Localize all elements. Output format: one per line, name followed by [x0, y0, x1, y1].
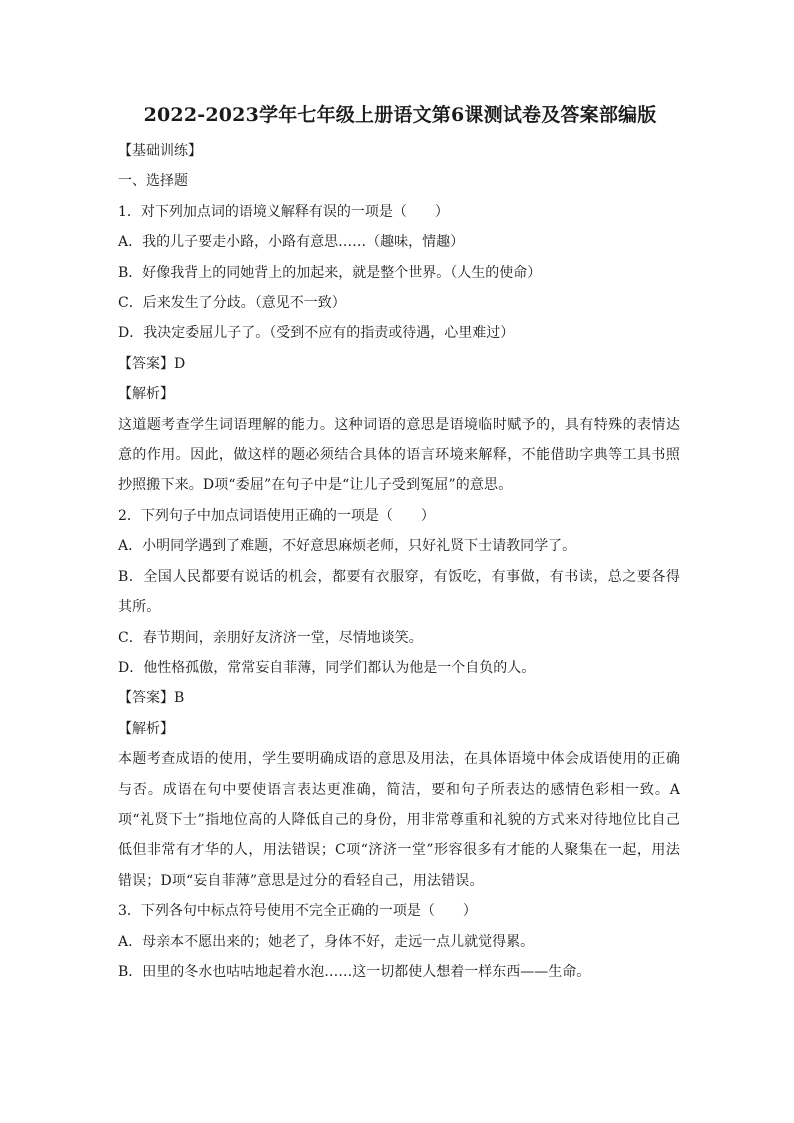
analysis-text: 本题考查成语的使用，学生要明确成语的意思及用法，在具体语境中体会成语使用的正确与否。成语在句中要使语言表达更准确，简洁，要和句子所表达的感情色彩相一致。A项“礼贤下士”指地位高的人降低自己的身份，用非常尊重和礼貌的方式来对待地位比自己低但非常有才华的人，用法错误；C项“济济一堂”形容很多有才能的人聚集在一起，用法错误；D项“妄自菲薄”意思是过分的看轻自己，用法错误。	[118, 751, 680, 889]
option-d: D．我决定委屈儿子了。（受到不应有的指责或待遇，心里难过）	[118, 325, 515, 342]
question-stem: 2．下列句子中加点词语使用正确的一项是（ ）	[118, 507, 435, 524]
option-b: B．好像我背上的同她背上的加起来，就是整个世界。（人生的使命）	[118, 264, 542, 281]
section-header: 【基础训练】	[118, 143, 202, 159]
analysis-text: 这道题考查学生词语理解的能力。这种词语的意思是语境临时赋予的，具有特殊的表情达意的作用。因此，做这样的题必须结合具体的语言环境来解释，不能借助字典等工具书照抄照搬下来。D项“委屈”在句子中是“让儿子受到冤屈”的意思。	[118, 416, 680, 494]
question-3	[118, 896, 680, 987]
option-c: C．后来发生了分歧。（意见不一致）	[118, 295, 346, 312]
option-b: B．田里的冬水也咕咕地起着水泡……这一切都使人想着一样东西——生命。	[118, 963, 591, 980]
question-stem: 3．下列各句中标点符号使用不完全正确的一项是（ ）	[118, 903, 477, 920]
question-2	[118, 501, 680, 896]
option-a: A．小明同学遇到了难题，不好意思麻烦老师，只好礼贤下士请教同学了。	[118, 538, 577, 555]
document-title: 2022-2023学年七年级上册语文第6课测试卷及答案部编版	[143, 104, 657, 126]
answer-label: 【答案】B	[118, 690, 185, 707]
option-a: A．我的儿子要走小路，小路有意思……（趣味，情趣）	[118, 234, 465, 251]
option-c: C．春节期间，亲朋好友济济一堂，尽情地谈笑。	[118, 629, 423, 646]
option-a: A．母亲本不愿出来的；她老了，身体不好，走远一点儿就觉得累。	[118, 933, 535, 950]
option-b: B．全国人民都要有说话的机会，都要有衣服穿，有饭吃，有事做，有书读，总之要各得其所。	[118, 568, 680, 616]
option-d: D．他性格孤傲，常常妄自菲薄，同学们都认为他是一个自负的人。	[118, 659, 536, 676]
section-type: 一、选择题	[118, 173, 188, 190]
question-1	[118, 197, 680, 501]
answer-label: 【答案】D	[118, 355, 186, 372]
analysis-label: 【解析】	[118, 720, 174, 737]
document-page	[118, 100, 680, 987]
question-stem: 1．对下列加点词的语境义解释有误的一项是（ ）	[118, 203, 449, 220]
analysis-label: 【解析】	[118, 386, 174, 403]
